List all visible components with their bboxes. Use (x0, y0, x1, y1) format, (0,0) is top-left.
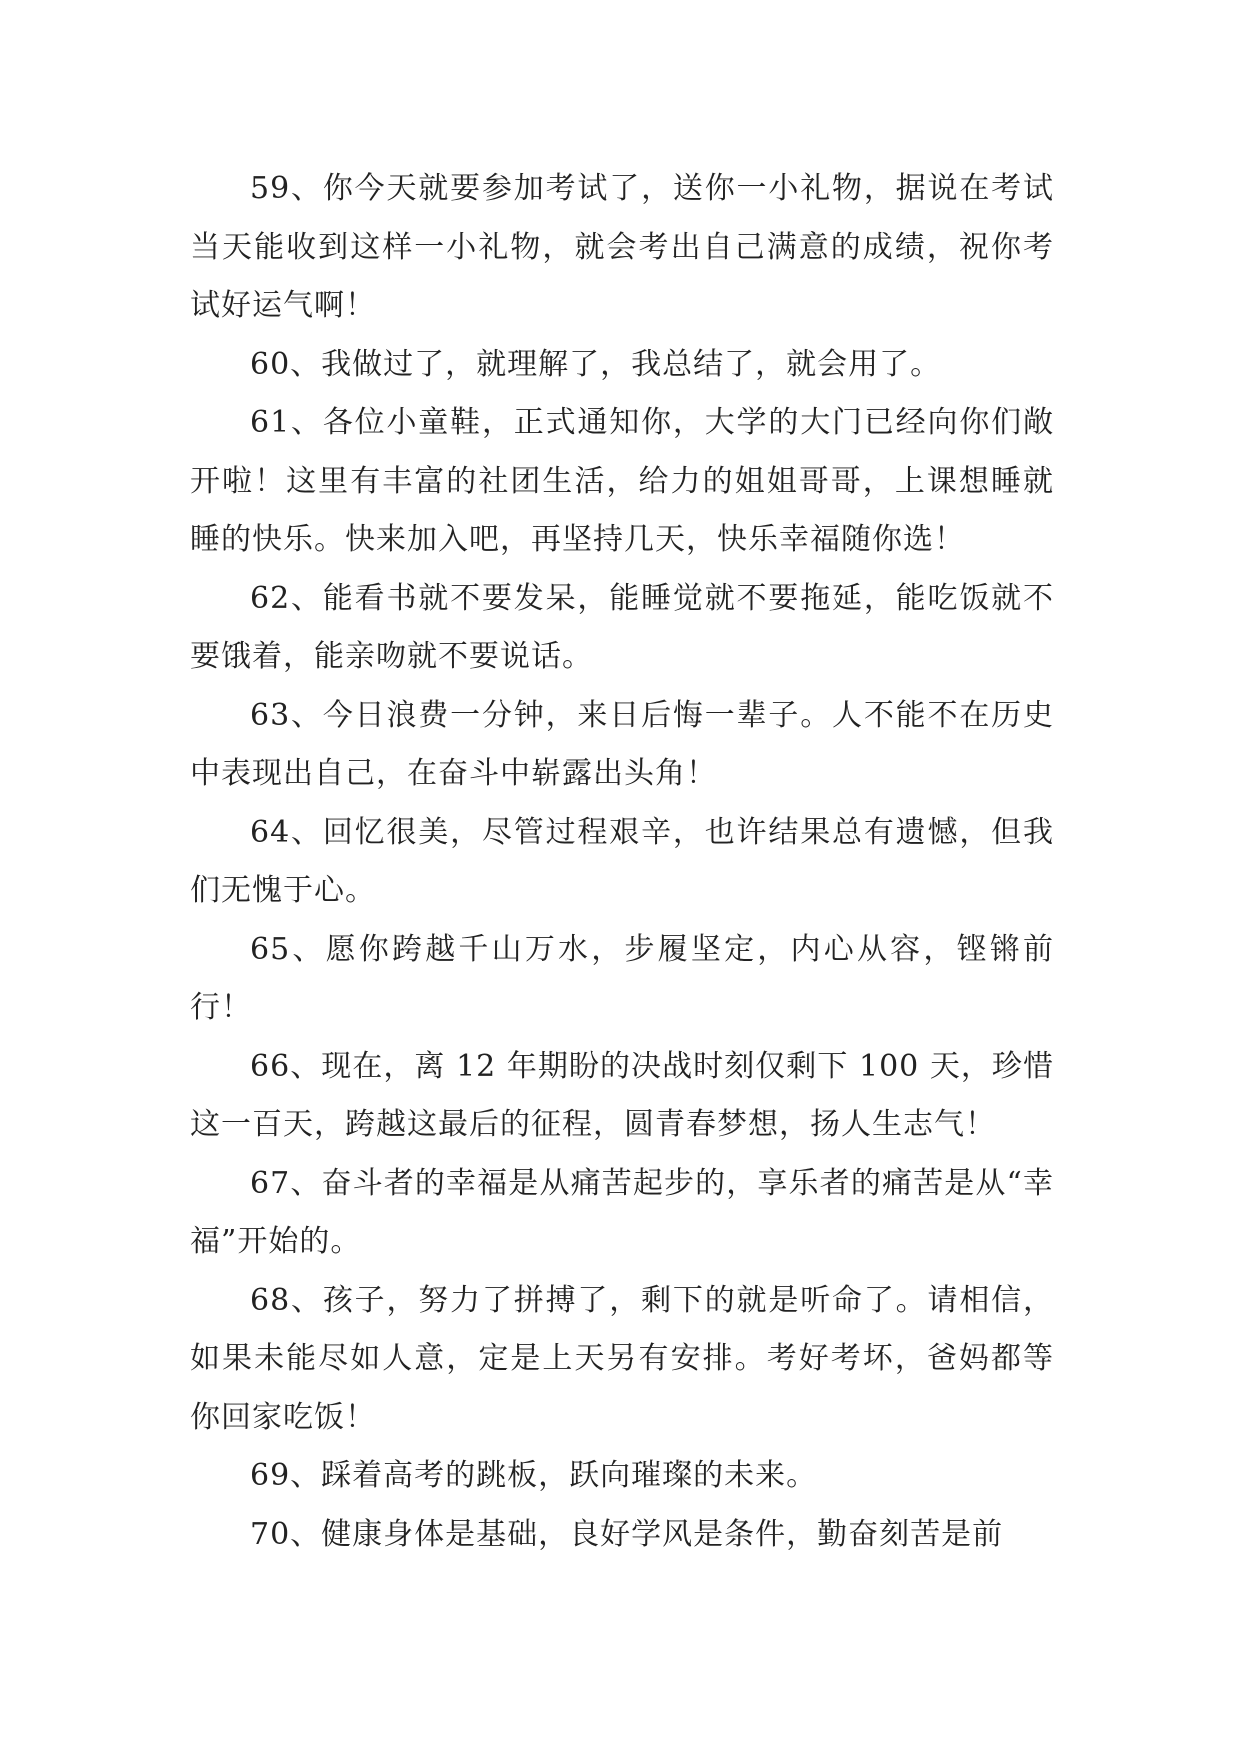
paragraph-64: 64、回忆很美，尽管过程艰辛，也许结果总有遗憾，但我们无愧于心。 (190, 814, 1054, 908)
paragraph-69: 69、踩着高考的跳板，跃向璀璨的未来。 (250, 1458, 818, 1493)
paragraph-63: 63、今日浪费一分钟，来日后悔一辈子。人不能不在历史中表现出自己，在奋斗中崭露出头角！ (190, 697, 1054, 791)
paragraph-62: 62、能看书就不要发呆，能睡觉就不要拖延，能吃饭就不要饿着，能亲吻就不要说话。 (190, 580, 1054, 674)
paragraph-60: 60、我做过了，就理解了，我总结了，就会用了。 (250, 346, 942, 382)
paragraph-67: 67、奋斗者的幸福是从痛苦起步的，享乐者的痛苦是从“幸福”开始的。 (190, 1165, 1054, 1259)
paragraph-66: 66、现在，离 12 年期盼的决战时刻仅剩下 100 天，珍惜这一百天，跨越这最后的征程，圆青春梦想，扬人生志气！ (190, 1048, 1054, 1142)
paragraph-70: 70、健康身体是基础，良好学风是条件，勤奋刻苦是前 (250, 1516, 1004, 1552)
document-body (190, 160, 1054, 1564)
paragraph-68: 68、孩子，努力了拼搏了，剩下的就是听命了。请相信，如果未能尽如人意，定是上天另有安排。考好考坏，爸妈都等你回家吃饭！ (190, 1282, 1054, 1435)
paragraph-65: 65、愿你跨越千山万水，步履坚定，内心从容，铿锵前行！ (190, 931, 1054, 1025)
paragraph-61: 61、各位小童鞋，正式通知你，大学的大门已经向你们敞开啦！这里有丰富的社团生活，给力的姐姐哥哥，上课想睡就睡的快乐。快来加入吧，再坚持几天，快乐幸福随你选！ (190, 405, 1054, 557)
paragraph-59: 59、你今天就要参加考试了，送你一小礼物，据说在考试当天能收到这样一小礼物，就会考出自己满意的成绩，祝你考试好运气啊！ (190, 171, 1054, 323)
